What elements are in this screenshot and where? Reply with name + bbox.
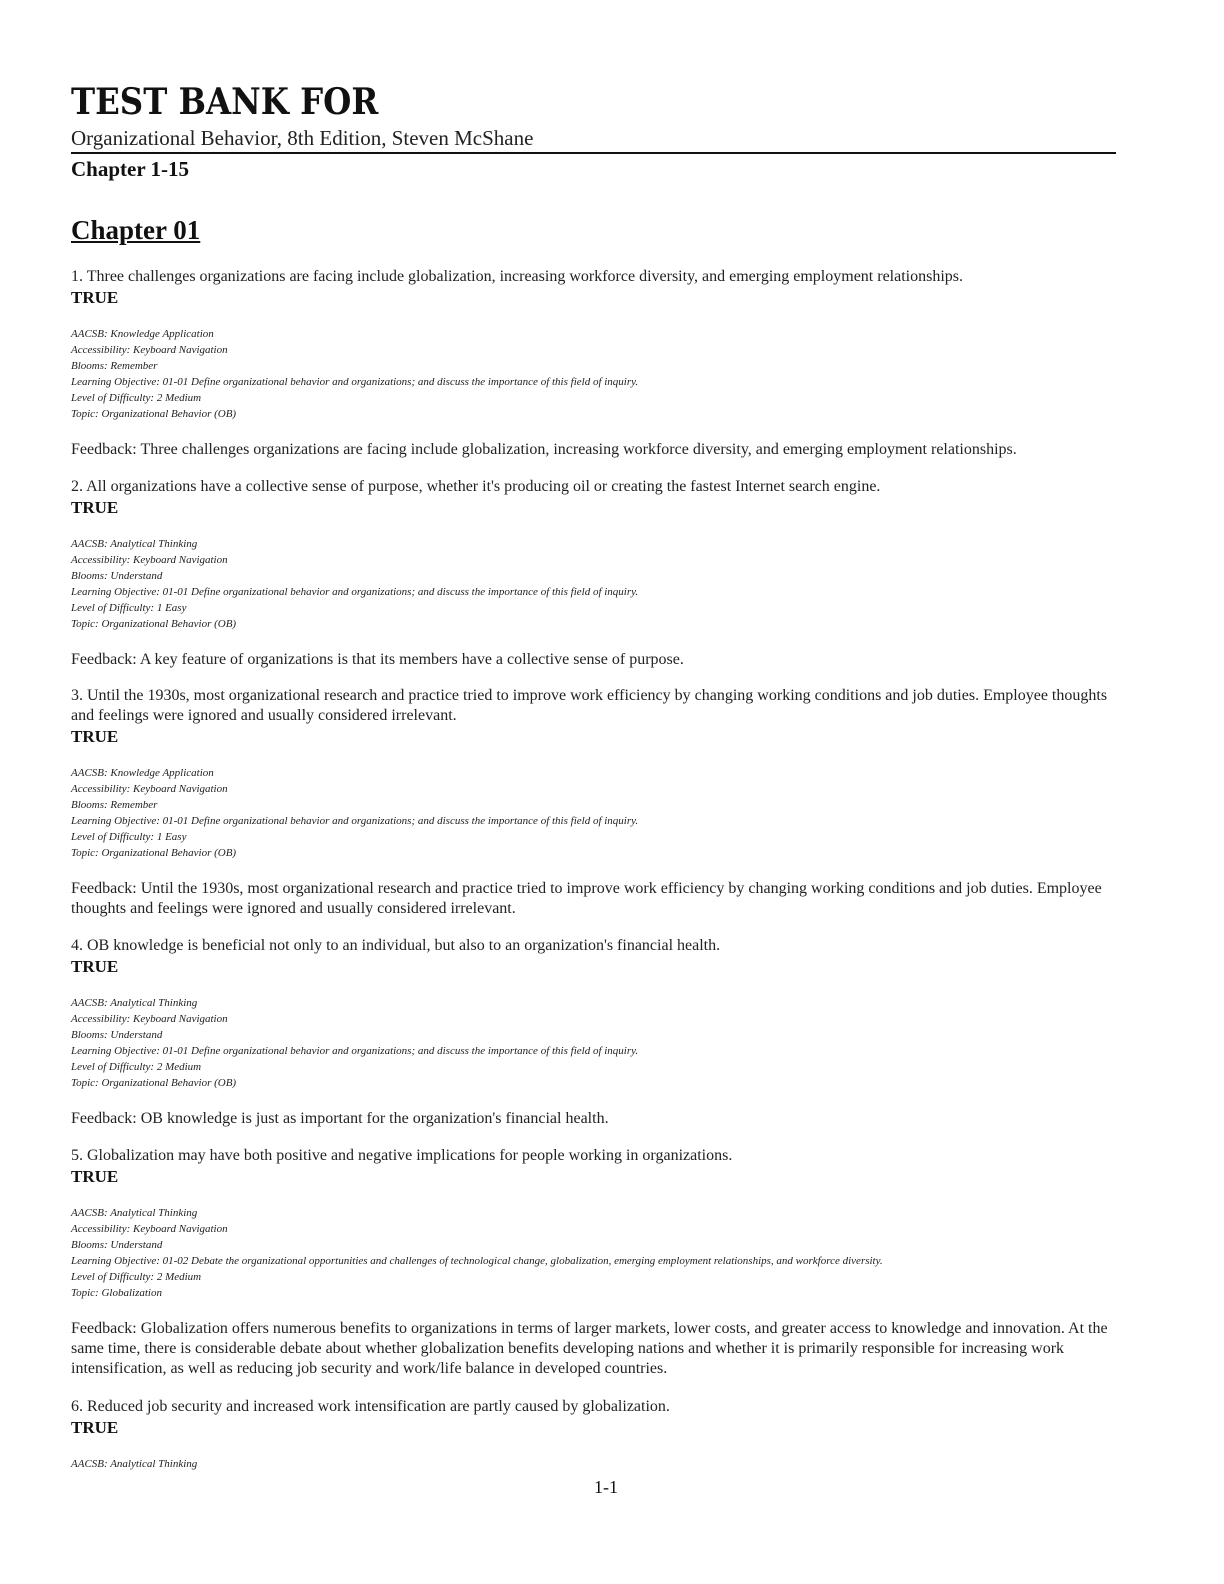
meta-learning-objective: Learning Objective: 01-01 Define organizational behavior and organizations; and discuss the importance of this field of inquiry. (71, 1045, 639, 1057)
question-metadata (71, 1205, 1131, 1301)
question-text: 4. OB knowledge is beneficial not only to an individual, but also to an organization's financial health. (71, 937, 721, 954)
question-answer: TRUE (71, 1167, 119, 1186)
question-answer: TRUE (71, 1418, 119, 1437)
question-text: 1. Three challenges organizations are facing include globalization, increasing workforce diversity, and emerging employment relationships. (71, 268, 964, 285)
question-feedback: Feedback: Until the 1930s, most organizational research and practice tried to improve work efficiency by changing working conditions and job duties. Employee thoughts and feelings were ignored and usually considered irrelevant. (71, 880, 1102, 917)
header-divider (71, 152, 1116, 154)
meta-aacsb: AACSB: Knowledge Application (71, 767, 214, 779)
meta-aacsb: AACSB: Knowledge Application (71, 328, 214, 340)
meta-aacsb: AACSB: Analytical Thinking (71, 1458, 198, 1470)
chapter-range: Chapter 1-15 (71, 157, 190, 181)
meta-blooms: Blooms: Understand (71, 570, 163, 582)
meta-learning-objective: Learning Objective: 01-01 Define organizational behavior and organizations; and discuss the importance of this field of inquiry. (71, 586, 639, 598)
meta-topic: Topic: Organizational Behavior (OB) (71, 847, 237, 859)
question-answer: TRUE (71, 288, 119, 307)
meta-accessibility: Accessibility: Keyboard Navigation (71, 344, 228, 356)
meta-difficulty: Level of Difficulty: 2 Medium (71, 1061, 202, 1073)
meta-accessibility: Accessibility: Keyboard Navigation (71, 1013, 228, 1025)
question-feedback: Feedback: A key feature of organizations is that its members have a collective sense of purpose. (71, 651, 684, 668)
meta-difficulty: Level of Difficulty: 1 Easy (71, 831, 187, 843)
meta-difficulty: Level of Difficulty: 1 Easy (71, 602, 187, 614)
question-3 (71, 686, 1131, 919)
question-text: 3. Until the 1930s, most organizational research and practice tried to improve work efficiency by changing working conditions and job duties. Employee thoughts and feelings were ignored and usually considered irrelevant. (71, 687, 1108, 724)
question-4 (71, 936, 1131, 1129)
meta-topic: Topic: Organizational Behavior (OB) (71, 408, 237, 420)
question-metadata (71, 765, 1131, 861)
document-title: TEST BANK FOR (71, 81, 379, 123)
question-2 (71, 477, 1131, 670)
question-text: 2. All organizations have a collective sense of purpose, whether it's producing oil or creating the fastest Internet search engine. (71, 478, 881, 495)
question-feedback: Feedback: Globalization offers numerous benefits to organizations in terms of larger markets, lower costs, and greater access to knowledge and innovation. At the same time, there is considerable debate about whether globalization benefits developing nations and whether it is primarily responsible for increasing work intensification, as well as reducing job security and work/life balance in developed countries. (71, 1320, 1108, 1377)
meta-learning-objective: Learning Objective: 01-02 Debate the organizational opportunities and challenges of technological change, globalization, emerging employment relationships, and workforce diversity. (71, 1255, 883, 1267)
meta-blooms: Blooms: Remember (71, 360, 158, 372)
meta-learning-objective: Learning Objective: 01-01 Define organizational behavior and organizations; and discuss the importance of this field of inquiry. (71, 815, 639, 827)
meta-aacsb: AACSB: Analytical Thinking (71, 538, 198, 550)
question-feedback: Feedback: Three challenges organizations are facing include globalization, increasing workforce diversity, and emerging employment relationships. (71, 441, 1017, 458)
meta-accessibility: Accessibility: Keyboard Navigation (71, 783, 228, 795)
question-answer: TRUE (71, 498, 119, 517)
page-number: 1-1 (594, 1477, 618, 1497)
meta-blooms: Blooms: Understand (71, 1029, 163, 1041)
meta-accessibility: Accessibility: Keyboard Navigation (71, 1223, 228, 1235)
meta-learning-objective: Learning Objective: 01-01 Define organizational behavior and organizations; and discuss the importance of this field of inquiry. (71, 376, 639, 388)
question-answer: TRUE (71, 727, 119, 746)
book-title: Organizational Behavior, 8th Edition, Steven McShane (71, 126, 534, 150)
question-answer: TRUE (71, 957, 119, 976)
question-text: 6. Reduced job security and increased work intensification are partly caused by globalization. (71, 1398, 670, 1415)
meta-aacsb: AACSB: Analytical Thinking (71, 997, 198, 1009)
question-metadata (71, 1456, 1131, 1472)
meta-blooms: Blooms: Understand (71, 1239, 163, 1251)
question-6 (71, 1397, 1131, 1472)
question-1 (71, 267, 1131, 460)
meta-aacsb: AACSB: Analytical Thinking (71, 1207, 198, 1219)
question-feedback: Feedback: OB knowledge is just as important for the organization's financial health. (71, 1110, 609, 1127)
question-metadata (71, 326, 1131, 422)
question-metadata (71, 536, 1131, 632)
meta-blooms: Blooms: Remember (71, 799, 158, 811)
chapter-heading: Chapter 01 (71, 215, 201, 245)
question-metadata (71, 995, 1131, 1091)
question-5 (71, 1146, 1131, 1379)
meta-topic: Topic: Organizational Behavior (OB) (71, 1077, 237, 1089)
meta-topic: Topic: Globalization (71, 1287, 162, 1299)
meta-topic: Topic: Organizational Behavior (OB) (71, 618, 237, 630)
meta-accessibility: Accessibility: Keyboard Navigation (71, 554, 228, 566)
meta-difficulty: Level of Difficulty: 2 Medium (71, 1271, 202, 1283)
question-text: 5. Globalization may have both positive and negative implications for people working in organizations. (71, 1147, 733, 1164)
meta-difficulty: Level of Difficulty: 2 Medium (71, 392, 202, 404)
